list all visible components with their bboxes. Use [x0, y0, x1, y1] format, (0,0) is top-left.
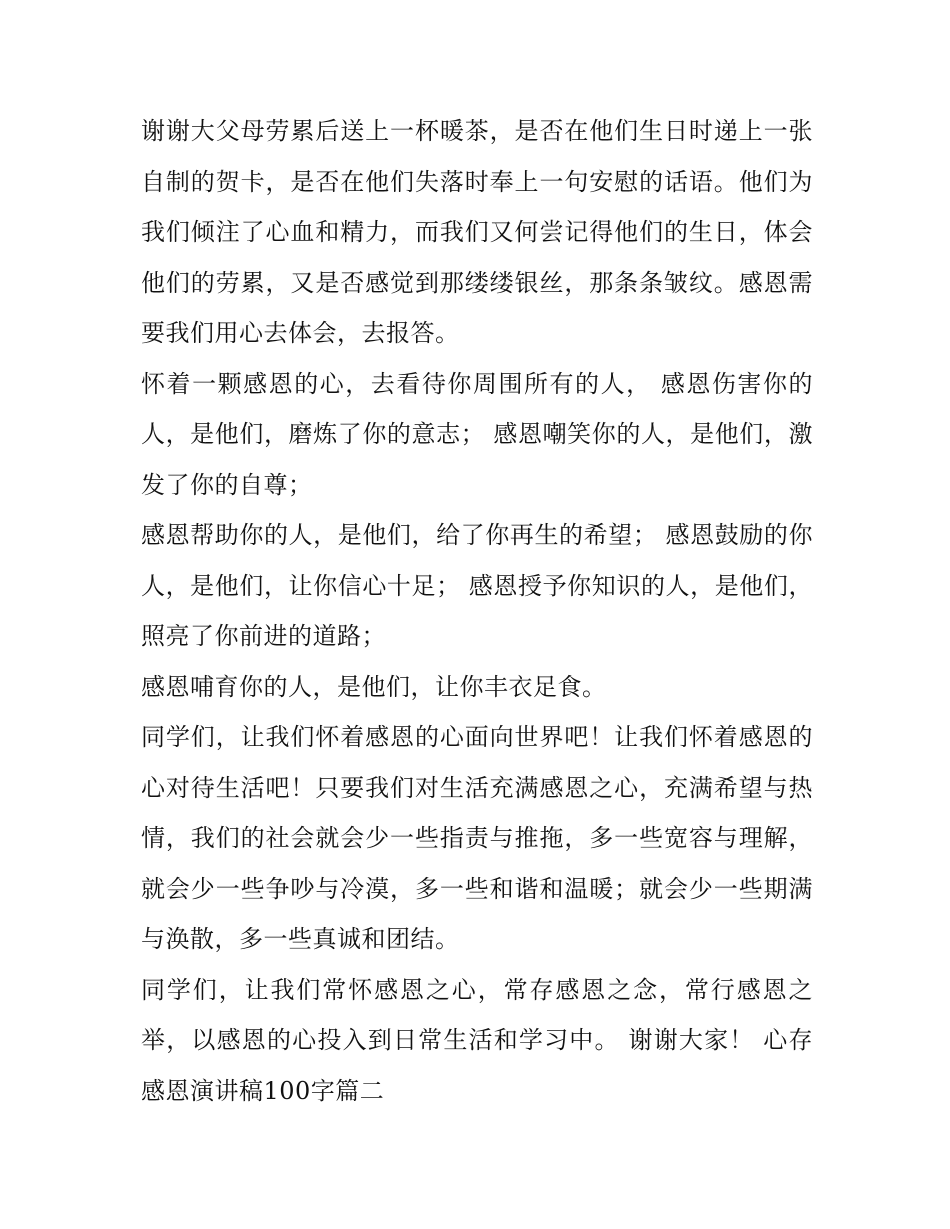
paragraph-thank-helpers: 感恩帮助你的人，是他们，给了你再生的希望； 感恩鼓励的你人，是他们，让你信心十足； 感恩授予你知识的人，是他们，照亮了你前进的道路； — [141, 521, 813, 650]
paragraph-gratitude-parents: 谢谢大父母劳累后送上一杯暖茶，是否在他们生日时递上一张自制的贺卡，是否在他们失落时奉上一句安慰的话语。他们为我们倾注了心血和精力，而我们又何尝记得他们的生日，体会他们的劳累，又是否感觉到那缕缕银丝，那条条皱纹。感恩需要我们用心去体会，去报答。 — [141, 117, 813, 347]
paragraph-thank-nurturers: 感恩哺育你的人，是他们，让你丰衣足食。 — [141, 672, 607, 701]
paragraph-grateful-heart: 怀着一颗感恩的心，去看待你周围所有的人， 感恩伤害你的人，是他们，磨炼了你的意志； 感恩嘲笑你的人，是他们，激发了你的自尊； — [141, 369, 813, 499]
paragraph-closing: 同学们，让我们常怀感恩之心，常存感恩之念，常行感恩之举，以感恩的心投入到日常生活和学习中。 谢谢大家！ 心存感恩演讲稿100字篇二 — [141, 975, 813, 1105]
paragraph-face-the-world: 同学们，让我们怀着感恩的心面向世界吧！让我们怀着感恩的心对待生活吧！只要我们对生活充满感恩之心，充满希望与热情，我们的社会就会少一些指责与推拖，多一些宽容与理解，就会少一些争吵与冷漠，多一些和谐和温暖；就会少一些期满与涣散，多一些真诚和团结。 — [141, 723, 813, 953]
document-body — [141, 106, 813, 1116]
